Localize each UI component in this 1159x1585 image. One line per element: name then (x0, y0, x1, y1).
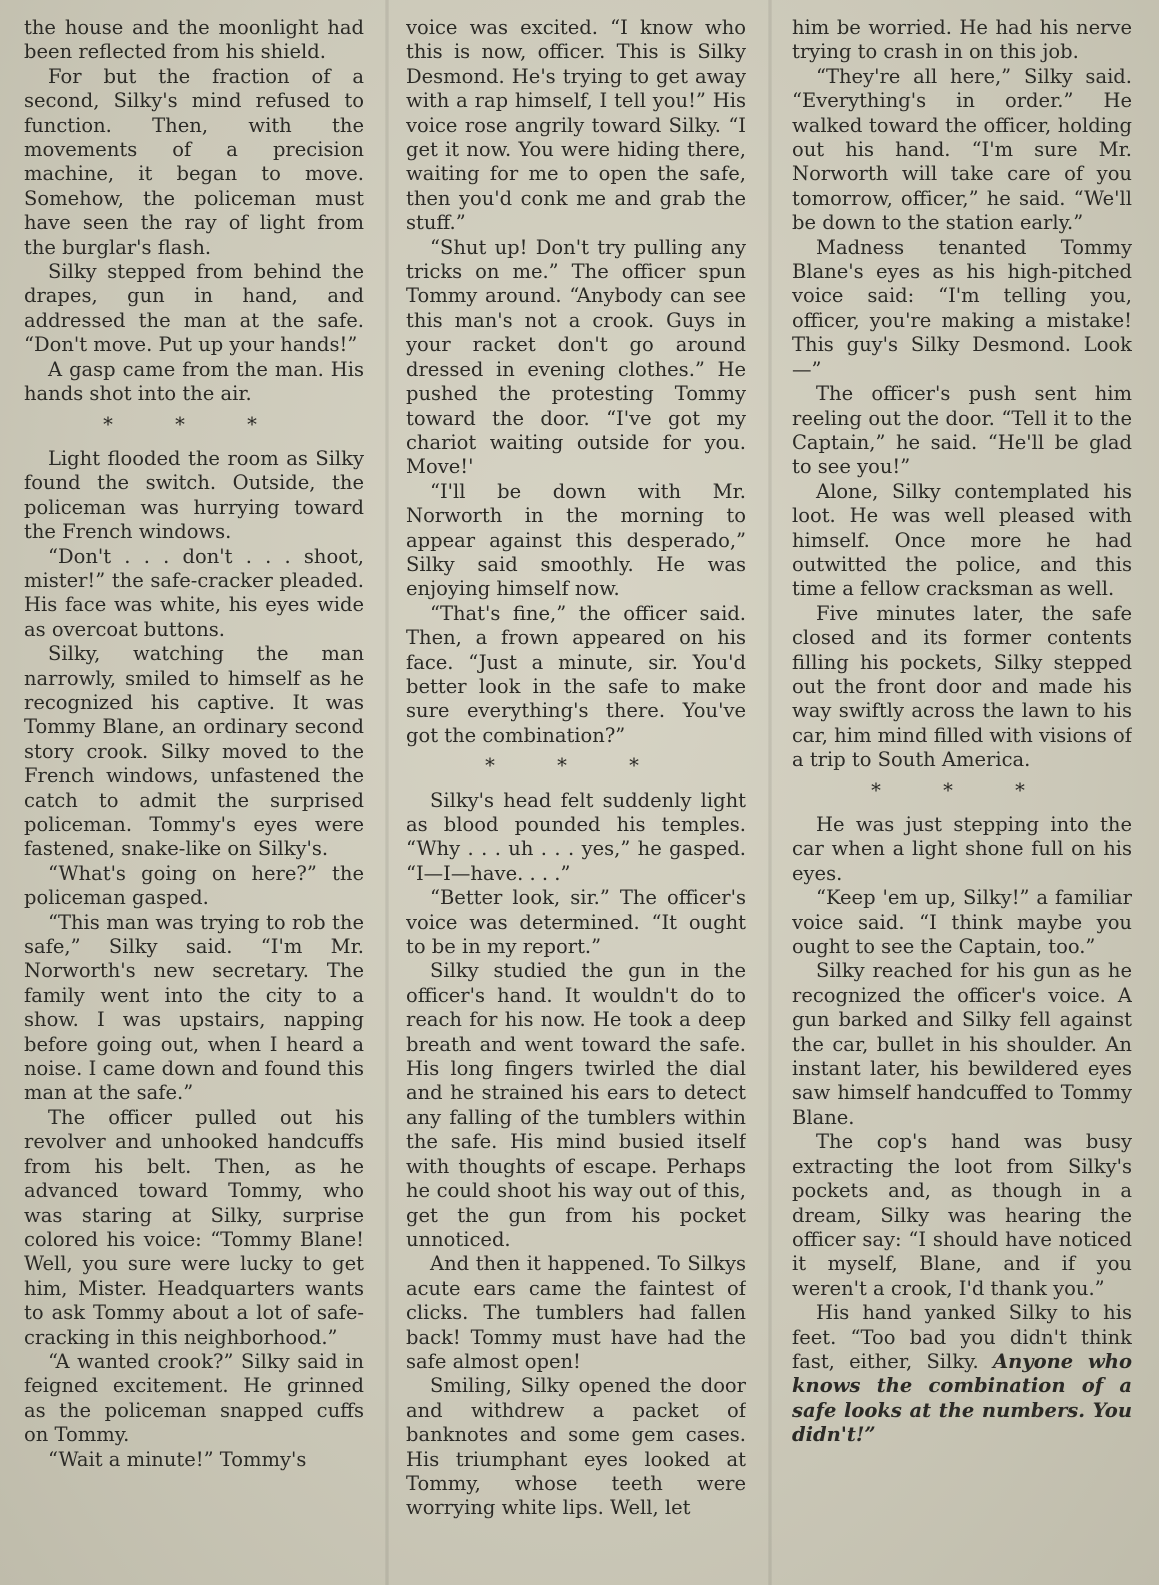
paragraph (406, 236, 746, 480)
paragraph-text: “Keep 'em up, Silky!” a familiar voice said. “I think maybe you ought to see the Captain, too.” (792, 886, 1132, 959)
paragraph-text: the house and the moonlight had been reflected from his shield. (24, 16, 364, 64)
paragraph (792, 382, 1132, 480)
paragraph-text: “Better look, sir.” The officer's voice was determined. “It ought to be in my report.” (406, 886, 746, 959)
paragraph-text: “This man was trying to rob the safe,” Silky said. “I'm Mr. Norworth's new secretary. The family went into the city to a show. I was upstairs, napping before going out, when I heard a noise. I came down and found this man at the safe.” (24, 910, 364, 1105)
paragraph (24, 1448, 364, 1472)
column-gutter (768, 0, 772, 1585)
paragraph-text: “Shut up! Don't try pulling any tricks on me.” The officer spun Tommy around. “Anybody can see this man's not a crook. Guys in your racket don't go around dressed in evening clothes.” He pushed the protesting Tommy toward the door. “I've got my chariot waiting outside for you. Move!' (406, 235, 746, 479)
paragraph (24, 1350, 364, 1448)
paragraph-text: Alone, Silky contemplated his loot. He was well pleased with himself. Once more he had outwitted the police, and this time a fellow cracksman as well. (792, 479, 1132, 601)
paragraph (406, 886, 746, 959)
paragraph (24, 260, 364, 358)
paragraph-text: And then it happened. To Silkys acute ears came the faintest of clicks. The tumblers had fallen back! Tommy must have had the safe almost open! (406, 1252, 746, 1373)
paragraph-text: “That's fine,” the officer said. Then, a frown appeared on his face. “Just a minute, sir. You'd better look in the safe to make sure everything's there. You've got the combination?” (406, 601, 746, 747)
column-gutter (385, 0, 389, 1585)
paragraph-text: Five minutes later, the safe closed and its former contents filling his pockets, Silky stepped out the front door and made his way swiftly across the lawn to his car, him mind filled with visions of a trip to South America. (792, 601, 1132, 772)
paragraph (792, 886, 1132, 959)
text-column-3 (792, 16, 1132, 1448)
section-separator: * * * (485, 754, 667, 778)
paragraph (792, 480, 1132, 602)
paragraph-text: “Don't . . . don't . . . shoot, mister!” the safe-cracker pleaded. His face was white, his eyes wide as overcoat buttons. (24, 544, 364, 641)
paragraph-text: voice was excited. “I know who this is now, officer. This is Silky Desmond. He's trying to get away with a rap himself, I tell you!” His voice rose angrily toward Silky. “I get it now. You were hiding there, waiting for me to open the safe, then you'd conk me and grab the stuff.” (406, 16, 746, 235)
paragraph (406, 480, 746, 602)
paragraph (24, 911, 364, 1106)
emphasized-text: Anyone who knows the combination of a safe looks at the numbers. You didn't!” (792, 1349, 1132, 1447)
paragraph (792, 1301, 1132, 1447)
paragraph-text: “What's going on here?” the policeman gasped. (24, 861, 364, 910)
paragraph-text: “A wanted crook?” Silky said in feigned excitement. He grinned as the policeman snapped cuffs on Tommy. (24, 1349, 364, 1447)
paragraph-text: A gasp came from the man. His hands shot into the air. (24, 357, 364, 406)
text-column-2 (406, 16, 746, 1521)
paragraph (792, 602, 1132, 773)
paragraph (406, 16, 746, 236)
paragraph (24, 65, 364, 260)
paragraph-text: The officer pulled out his revolver and unhooked handcuffs from his belt. Then, as he advanced toward Tommy, who was staring at Silky, surprise colored his voice: “Tommy Blane! Well, you sure were lucky to get him, Mister. Headquarters wants to ask Tommy about a lot of safe-cracking in this neighborhood.” (24, 1105, 364, 1349)
paragraph-text: him be worried. He had his nerve trying to crash in on this job. (792, 16, 1132, 64)
text-column-1 (24, 16, 364, 1472)
paragraph (24, 447, 364, 545)
paragraph-text: “I'll be down with Mr. Norworth in the morning to appear against this desperado,” Silky said smoothly. He was enjoying himself now. (406, 479, 746, 601)
paragraph (792, 959, 1132, 1130)
paragraph (24, 545, 364, 643)
paragraph-text: His hand yanked Silky to his feet. “Too bad you didn't think fast, either, Silky. (792, 1301, 1132, 1373)
paragraph-text: The cop's hand was busy extracting the loot from Silky's pockets and, as though in a dream, Silky was hearing the officer say: “I should have noticed it myself, Blane, and if you weren't a crook, I'd thank you.” (792, 1130, 1132, 1300)
paragraph-text: Madness tenanted Tommy Blane's eyes as his high-pitched voice said: “I'm telling you, officer, you're making a mistake! This guy's Silky Desmond. Look—” (792, 235, 1132, 381)
paragraph (406, 1374, 746, 1520)
paragraph (24, 358, 364, 407)
paragraph-text: “Wait a minute!” Tommy's (48, 1447, 307, 1471)
paragraph-text: For but the fraction of a second, Silky's mind refused to function. Then, with the movements of a precision machine, it began to move. Somehow, the policeman must have seen the ray of light from the burglar's flash. (24, 64, 364, 259)
section-separator: * * * (871, 778, 1053, 802)
paragraph-text: Light flooded the room as Silky found the switch. Outside, the policeman was hurrying toward the French windows. (24, 446, 364, 544)
paragraph (406, 789, 746, 887)
paragraph (24, 1106, 364, 1350)
paragraph-text: “They're all here,” Silky said. “Everything's in order.” He walked toward the officer, holding out his hand. “I'm sure Mr. Norworth will take care of you tomorrow, officer,” he said. “We'll be down to the station early.” (792, 64, 1132, 235)
paragraph (24, 16, 364, 65)
paragraph (792, 236, 1132, 382)
paragraph-text: Silky studied the gun in the officer's hand. It wouldn't do to reach for his now. He took a deep breath and went toward the safe. His long fingers twirled the dial and he strained his ears to detect any falling of the tumblers within the safe. His mind busied itself with thoughts of escape. Perhaps he could shoot his way out of this, get the gun from his pocket unnoticed. (406, 959, 746, 1251)
paragraph (792, 1130, 1132, 1301)
paragraph (24, 642, 364, 862)
paragraph-text: Silky reached for his gun as he recognized the officer's voice. A gun barked and Silky fell against the car, bullet in his shoulder. An instant later, his bewildered eyes saw himself handcuffed to Tommy Blane. (792, 959, 1132, 1129)
paragraph-text: The officer's push sent him reeling out the door. “Tell it to the Captain,” he said. “He'll be glad to see you!” (792, 382, 1132, 479)
paragraph (406, 959, 746, 1252)
paragraph (406, 602, 746, 748)
paragraph-text: Silky, watching the man narrowly, smiled to himself as he recognized his captive. It was Tommy Blane, an ordinary second story crook. Silky moved to the French windows, unfastened the catch to admit the surprised policeman. Tommy's eyes were fastened, snake-like on Silky's. (24, 642, 364, 861)
paragraph-text: Silky stepped from behind the drapes, gun in hand, and addressed the man at the safe. “Don't move. Put up your hands!” (24, 260, 364, 357)
paragraph (792, 813, 1132, 886)
paragraph-text: Silky's head felt suddenly light as blood pounded his temples. “Why . . . uh . . . yes,” he gasped. “I—I—have. . . .” (406, 788, 746, 885)
paragraph (406, 1252, 746, 1374)
paragraph-text: He was just stepping into the car when a light shone full on his eyes. (792, 813, 1132, 885)
section-separator: * * * (103, 412, 285, 436)
paragraph-text: Smiling, Silky opened the door and withdrew a packet of banknotes and some gem cases. His triumphant eyes looked at Tommy, whose teeth were worrying white lips. Well, let (406, 1374, 746, 1520)
paragraph (792, 65, 1132, 236)
paragraph (792, 16, 1132, 65)
paragraph (24, 862, 364, 911)
